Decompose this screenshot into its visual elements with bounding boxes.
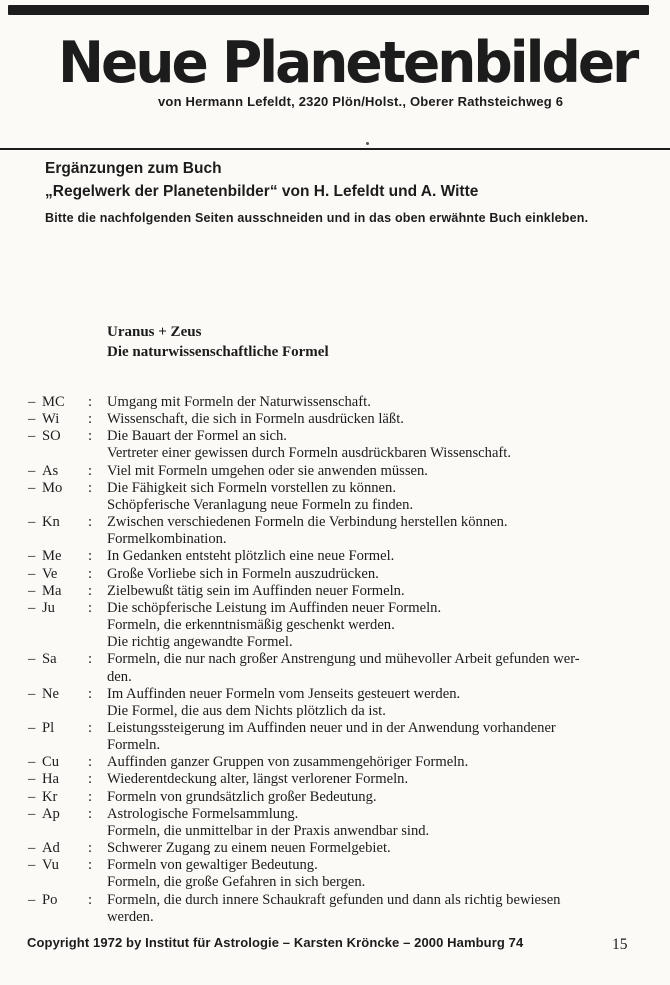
- list-item: [28, 789, 646, 806]
- section-heading-line1: Uranus + Zeus: [107, 324, 202, 340]
- item-dash: –: [28, 771, 36, 788]
- item-abbreviation: [42, 669, 88, 686]
- item-colon: :: [88, 891, 93, 908]
- item-colon: [88, 669, 107, 686]
- page-number: 15: [612, 936, 628, 953]
- masthead-subtitle: von Hermann Lefeldt, 2320 Plön/Holst., Oberer Rathsteichweg 6: [158, 94, 564, 109]
- item-description-line: Die Bauart der Formel an sich.: [107, 428, 287, 445]
- item-dash: –: [28, 857, 36, 874]
- item-description-line: Schwerer Zugang zu einem neuen Formelgebiet.: [107, 840, 391, 857]
- item-dash: –: [28, 651, 36, 668]
- item-dash: [28, 617, 42, 634]
- list-item: [28, 463, 646, 480]
- item-abbreviation: [42, 874, 88, 891]
- intro-heading-line2: „Regelwerk der Planetenbilder“ von H. Lefeldt und A. Witte: [45, 183, 479, 200]
- item-dash: –: [28, 840, 36, 857]
- item-colon: :: [88, 754, 93, 771]
- item-description-line: Auffinden ganzer Gruppen von zusammengehöriger Formeln.: [107, 754, 469, 771]
- masthead-title: Neue Planetenbilder: [58, 28, 637, 96]
- item-abbreviation: Ju: [42, 599, 55, 616]
- item-dash: –: [28, 514, 36, 531]
- item-dash: [28, 823, 42, 840]
- item-abbreviation: [42, 703, 88, 720]
- item-abbreviation: [42, 909, 88, 926]
- item-dash: –: [28, 805, 36, 822]
- item-abbreviation: As: [42, 462, 59, 479]
- item-abbreviation: Pl: [42, 719, 55, 736]
- item-description-line: Viel mit Formeln umgehen oder sie anwenden müssen.: [107, 462, 428, 479]
- item-dash: –: [28, 411, 36, 428]
- item-abbreviation: Po: [42, 891, 58, 908]
- list-item-continuation: [28, 531, 646, 548]
- item-abbreviation: Ad: [42, 840, 60, 857]
- item-abbreviation: [42, 634, 88, 651]
- scan-speck: [366, 142, 369, 145]
- list-item-continuation: [28, 823, 646, 840]
- item-description-line: Im Auffinden neuer Formeln vom Jenseits gesteuert werden.: [107, 685, 461, 702]
- item-colon: :: [88, 840, 93, 857]
- item-dash: –: [28, 582, 36, 599]
- horizontal-rule: [0, 148, 670, 150]
- item-description-line: Zwischen verschiedenen Formeln die Verbindung herstellen können.: [107, 514, 508, 531]
- item-abbreviation: [42, 737, 88, 754]
- item-description-line: Formeln von gewaltiger Bedeutung.: [107, 857, 318, 874]
- item-colon: :: [88, 462, 93, 479]
- item-abbreviation: Mo: [42, 479, 63, 496]
- list-item-continuation: [28, 669, 646, 686]
- item-colon: :: [88, 651, 93, 668]
- item-colon: [88, 703, 107, 720]
- item-abbreviation: [42, 617, 88, 634]
- list-item: [28, 771, 646, 788]
- item-colon: :: [88, 514, 93, 531]
- item-abbreviation: [42, 497, 88, 514]
- item-description-line: Wiederentdeckung alter, längst verlorener Formeln.: [107, 771, 409, 788]
- item-abbreviation: Ne: [42, 685, 60, 702]
- item-colon: [88, 531, 107, 548]
- intro-note: Bitte die nachfolgenden Seiten ausschneiden und in das oben erwähnte Buch einkleben.: [45, 211, 589, 225]
- item-dash: –: [28, 462, 36, 479]
- item-dash: –: [28, 394, 36, 410]
- item-colon: :: [88, 685, 93, 702]
- item-abbreviation: Ve: [42, 565, 58, 582]
- item-description-line: Formeln, die unmittelbar in der Praxis anwendbar sind.: [107, 822, 430, 839]
- item-abbreviation: [42, 823, 88, 840]
- item-colon: [88, 874, 107, 891]
- intro-block: [45, 160, 625, 225]
- item-description-line: Formeln, die große Gefahren in sich bergen.: [107, 874, 366, 891]
- list-item: [28, 686, 646, 703]
- item-colon: :: [88, 857, 93, 874]
- item-colon: [88, 909, 107, 926]
- item-description-line: Formeln.: [107, 737, 161, 754]
- item-abbreviation: Cu: [42, 754, 60, 771]
- item-description-line: Die schöpferische Leistung im Auffinden neuer Formeln.: [107, 599, 442, 616]
- item-description-line: werden.: [107, 908, 154, 925]
- item-abbreviation: SO: [42, 428, 61, 445]
- item-colon: [88, 634, 107, 651]
- list-item-continuation: [28, 445, 646, 462]
- item-colon: :: [88, 411, 93, 428]
- item-dash: [28, 909, 42, 926]
- item-colon: [88, 617, 107, 634]
- list-item: [28, 480, 646, 497]
- list-item: [28, 892, 646, 909]
- item-description-line: Formeln, die nur nach großer Anstrengung und mühevoller Arbeit gefunden wer-: [107, 651, 580, 668]
- item-dash: –: [28, 599, 36, 616]
- item-description-line: In Gedanken entsteht plötzlich eine neue Formel.: [107, 548, 395, 565]
- item-colon: :: [88, 565, 93, 582]
- list-item: [28, 857, 646, 874]
- item-colon: :: [88, 428, 93, 445]
- item-description-line: den.: [107, 668, 132, 685]
- item-dash: [28, 445, 42, 462]
- item-colon: :: [88, 771, 93, 788]
- item-dash: [28, 703, 42, 720]
- item-dash: [28, 669, 42, 686]
- footer-copyright: Copyright 1972 by Institut für Astrologie – Karsten Kröncke – 2000 Hamburg 74: [27, 935, 524, 950]
- item-dash: –: [28, 685, 36, 702]
- item-abbreviation: Vu: [42, 857, 59, 874]
- item-description-line: Vertreter einer gewissen durch Formeln ausdrückbaren Wissenschaft.: [107, 445, 511, 462]
- item-description-line: Die richtig angewandte Formel.: [107, 634, 293, 651]
- item-dash: [28, 497, 42, 514]
- list-item-continuation: [28, 617, 646, 634]
- item-description-line: Wissenschaft, die sich in Formeln ausdrücken läßt.: [107, 411, 404, 428]
- item-abbreviation: Kr: [42, 788, 58, 805]
- definition-list: [28, 394, 646, 926]
- list-item: [28, 411, 646, 428]
- item-dash: –: [28, 479, 36, 496]
- list-item: [28, 840, 646, 857]
- item-dash: –: [28, 719, 36, 736]
- item-dash: [28, 531, 42, 548]
- list-item: [28, 583, 646, 600]
- item-description-line: Formeln, die erkenntnismäßig geschenkt werden.: [107, 617, 395, 634]
- item-colon: :: [88, 479, 93, 496]
- list-item-continuation: [28, 737, 646, 754]
- list-item-continuation: [28, 634, 646, 651]
- list-item: [28, 514, 646, 531]
- item-description-line: Formeln, die durch innere Schaukraft gefunden und dann als richtig bewiesen: [107, 891, 561, 908]
- item-dash: [28, 737, 42, 754]
- item-colon: [88, 823, 107, 840]
- item-colon: :: [88, 719, 93, 736]
- list-item-continuation: [28, 703, 646, 720]
- list-item: [28, 720, 646, 737]
- item-abbreviation: Wi: [42, 411, 60, 428]
- item-description-line: Große Vorliebe sich in Formeln auszudrücken.: [107, 565, 379, 582]
- item-abbreviation: Ma: [42, 582, 62, 599]
- item-colon: :: [88, 394, 93, 410]
- item-description-line: Zielbewußt tätig sein im Auffinden neuer Formeln.: [107, 582, 405, 599]
- item-colon: [88, 445, 107, 462]
- item-description-line: Astrologische Formelsammlung.: [107, 805, 299, 822]
- list-item: [28, 600, 646, 617]
- list-item: [28, 566, 646, 583]
- item-colon: [88, 497, 107, 514]
- item-description-line: Leistungssteigerung im Auffinden neuer und in der Anwendung vorhandener: [107, 719, 556, 736]
- item-dash: –: [28, 788, 36, 805]
- item-colon: :: [88, 582, 93, 599]
- list-item: [28, 651, 646, 668]
- item-colon: :: [88, 548, 93, 565]
- list-item: [28, 428, 646, 445]
- item-abbreviation: MC: [42, 394, 65, 410]
- item-description-line: Umgang mit Formeln der Naturwissenschaft.: [107, 394, 371, 410]
- item-abbreviation: Ha: [42, 771, 60, 788]
- item-abbreviation: [42, 445, 88, 462]
- item-dash: –: [28, 428, 36, 445]
- section-heading: [107, 322, 329, 362]
- item-dash: –: [28, 565, 36, 582]
- item-abbreviation: Kn: [42, 514, 60, 531]
- item-dash: –: [28, 891, 36, 908]
- item-abbreviation: Ap: [42, 805, 60, 822]
- list-item: [28, 394, 646, 411]
- intro-heading-line1: Ergänzungen zum Buch: [45, 160, 222, 177]
- item-dash: –: [28, 754, 36, 771]
- item-dash: [28, 874, 42, 891]
- item-dash: –: [28, 548, 36, 565]
- item-abbreviation: [42, 531, 88, 548]
- list-item-continuation: [28, 874, 646, 891]
- list-item: [28, 806, 646, 823]
- item-description-line: Formeln von grundsätzlich großer Bedeutung.: [107, 788, 377, 805]
- list-item: [28, 548, 646, 565]
- list-item-continuation: [28, 909, 646, 926]
- item-colon: :: [88, 599, 93, 616]
- item-description-line: Die Formel, die aus dem Nichts plötzlich da ist.: [107, 702, 386, 719]
- item-colon: [88, 737, 107, 754]
- item-description-line: Die Fähigkeit sich Formeln vorstellen zu können.: [107, 479, 396, 496]
- item-dash: [28, 634, 42, 651]
- list-item-continuation: [28, 497, 646, 514]
- top-black-bar: [8, 5, 649, 15]
- item-description-line: Schöpferische Veranlagung neue Formeln zu finden.: [107, 496, 414, 513]
- item-colon: :: [88, 805, 93, 822]
- section-heading-line2: Die naturwissenschaftliche Formel: [107, 344, 329, 360]
- item-description-line: Formelkombination.: [107, 531, 227, 548]
- list-item: [28, 754, 646, 771]
- item-colon: :: [88, 788, 93, 805]
- item-abbreviation: Me: [42, 548, 62, 565]
- item-abbreviation: Sa: [42, 651, 57, 668]
